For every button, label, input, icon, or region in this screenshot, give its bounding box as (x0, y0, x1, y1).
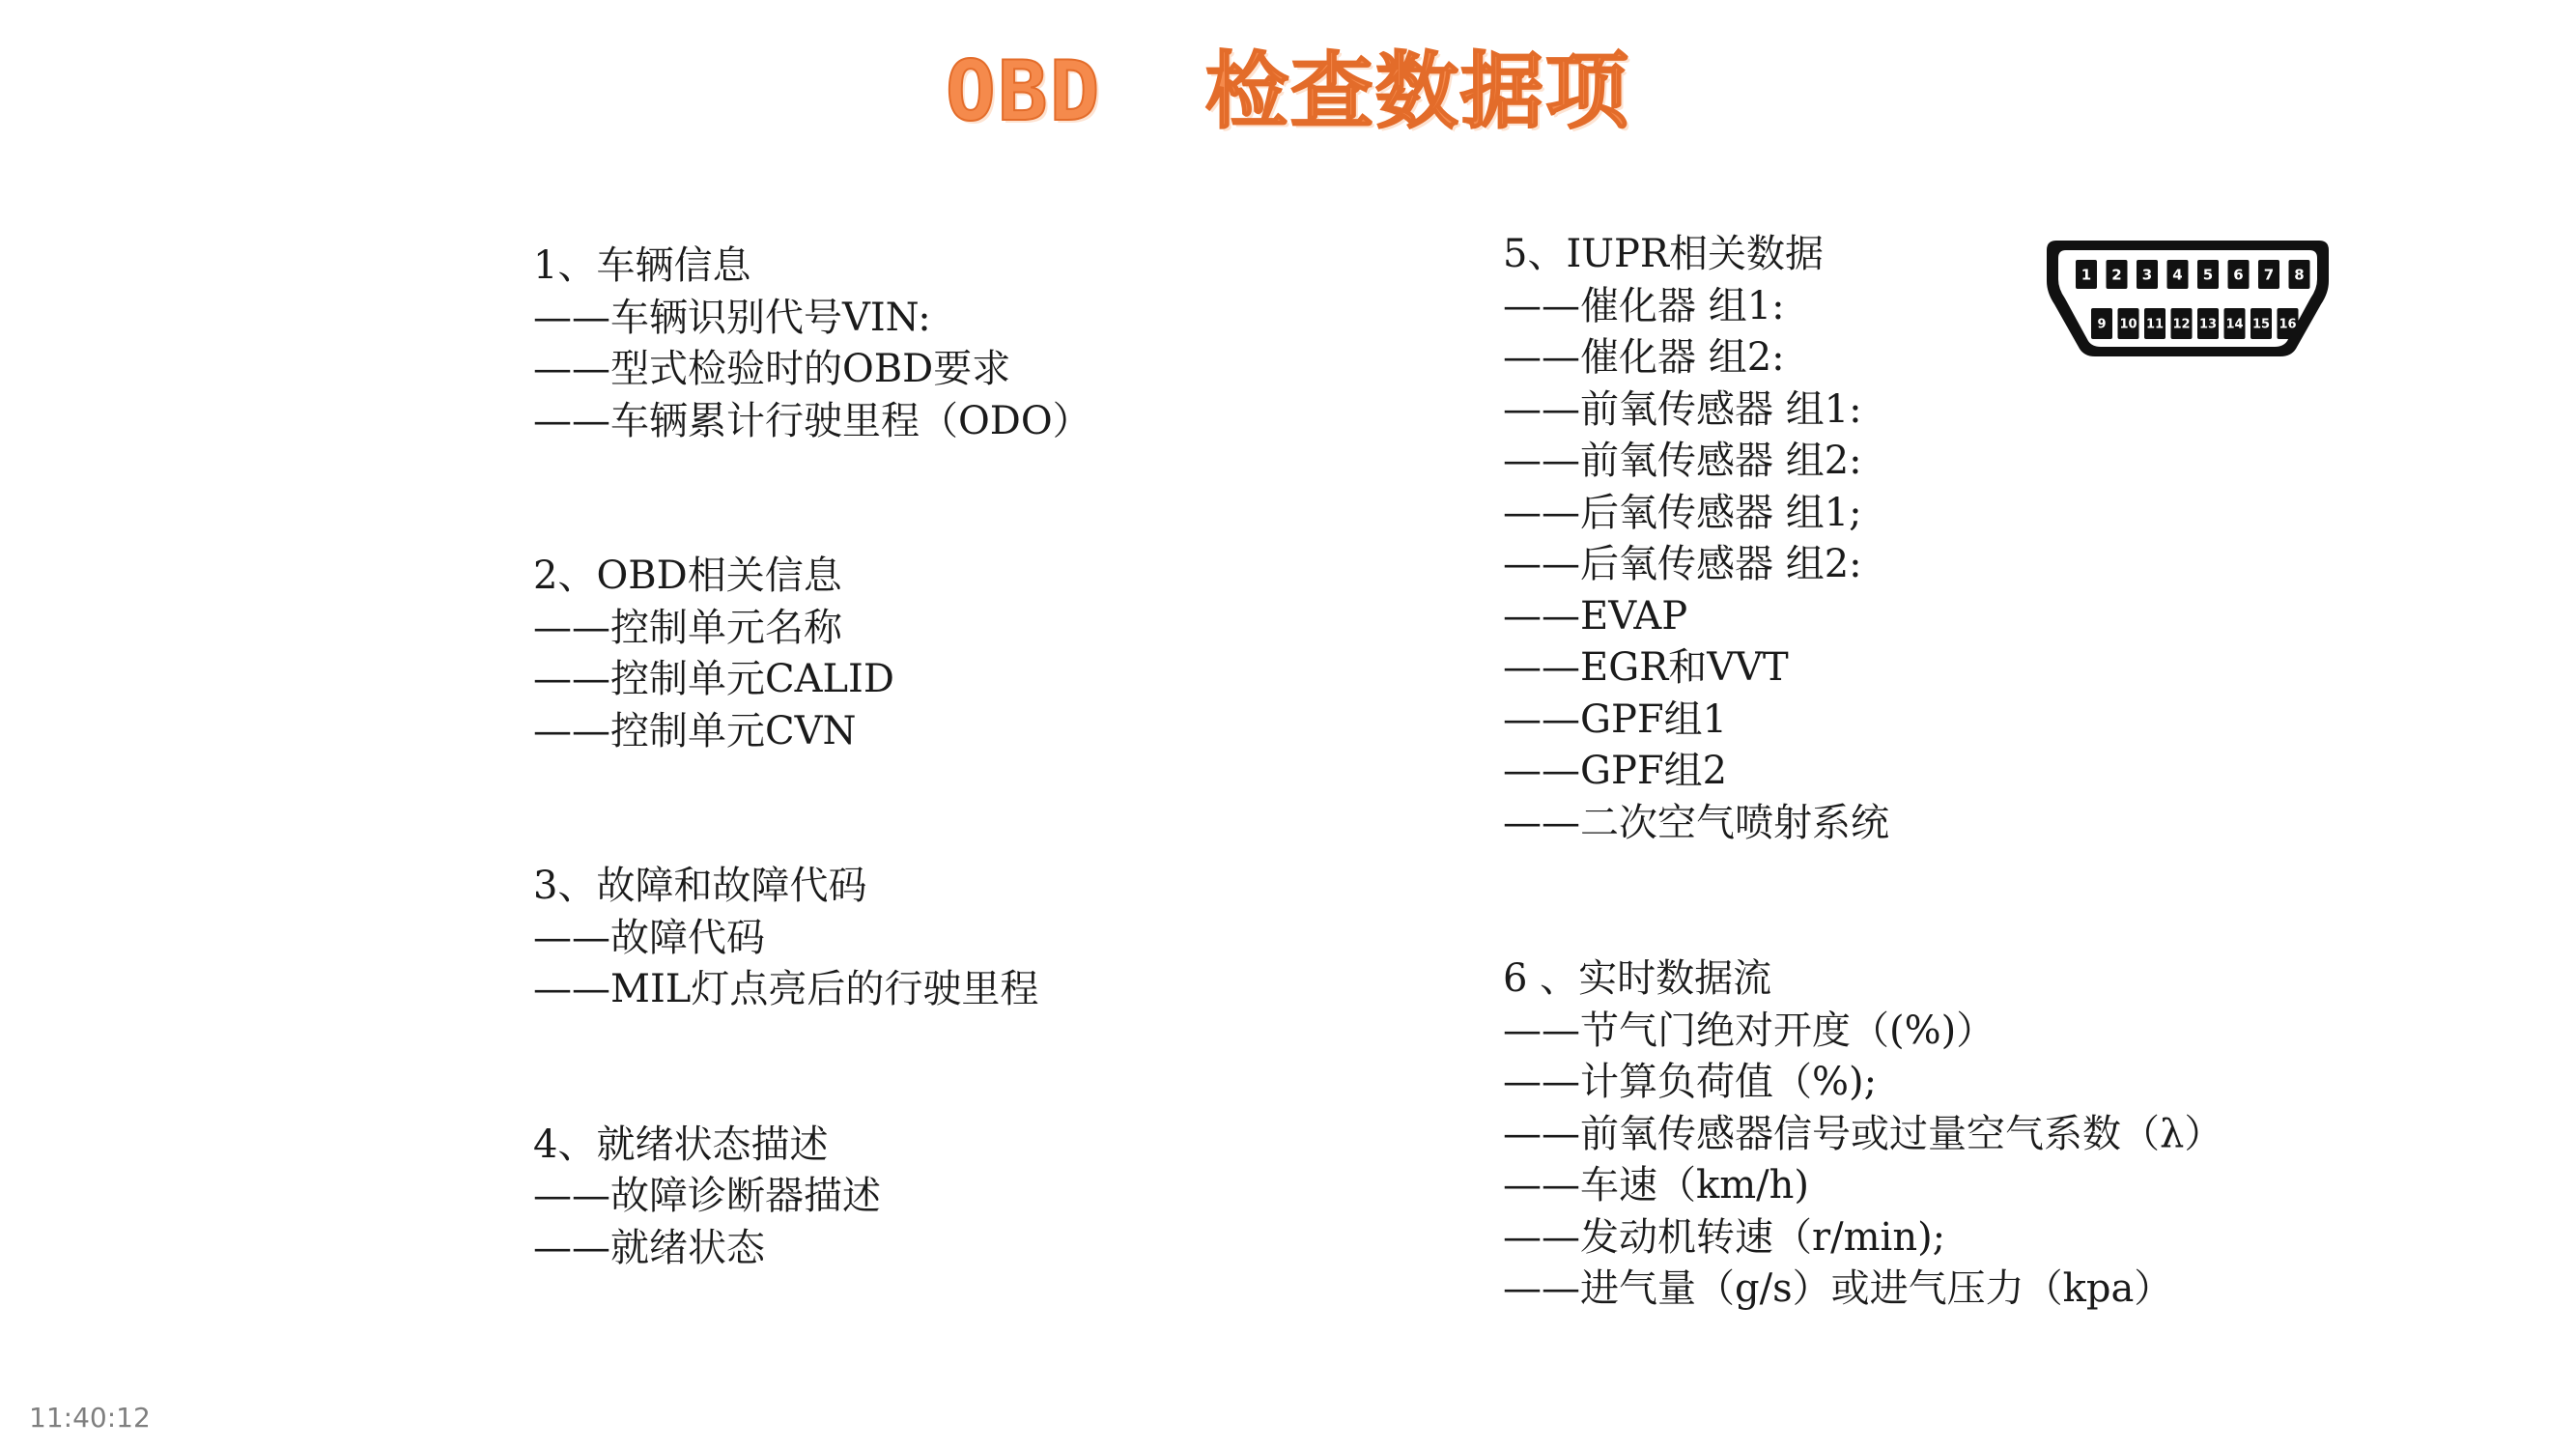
list-item: ——控制单元名称 (533, 605, 842, 650)
pin-number-label: 12 (2172, 317, 2191, 332)
section-obd-info (533, 551, 1091, 757)
pin-number-label: 1 (2081, 266, 2092, 284)
list-item: ——前氧传感器信号或过量空气系数（λ） (1503, 1111, 2223, 1156)
list-item: ——GPF组2 (1503, 749, 1728, 793)
pin-number-label: 15 (2251, 317, 2271, 332)
pin-number-label: 7 (2263, 266, 2275, 284)
list-item: ——车速（km/h) (1503, 1163, 1810, 1208)
pin-number-label: 3 (2141, 266, 2153, 284)
section-readiness (533, 1120, 1091, 1275)
pin-number-label: 13 (2198, 317, 2218, 332)
section-live-data (1503, 953, 2222, 1316)
list-item: ——车辆识别代号VIN: (533, 295, 931, 340)
page-title: OBD 检查数据项 (946, 43, 1630, 140)
section-vehicle-info (533, 241, 1091, 447)
list-item: ——EGR和VVT (1503, 645, 1789, 690)
pin-number-label: 16 (2279, 317, 2297, 332)
list-item: ——前氧传感器 组1: (1503, 386, 1862, 432)
list-item: ——MIL灯点亮后的行驶里程 (533, 967, 1039, 1011)
list-item: ——就绪状态 (533, 1225, 765, 1270)
list-item: ——车辆累计行驶里程（ODO） (533, 398, 1091, 443)
list-item: ——计算负荷值（%); (1503, 1060, 1878, 1104)
pin-number-label: 11 (2145, 317, 2165, 332)
list-item: ——GPF组1 (1503, 696, 1728, 742)
right-column (1503, 229, 2222, 1316)
timestamp: 11:40:12 (29, 1402, 151, 1434)
list-item: ——控制单元CALID (533, 657, 894, 701)
pin-number-label: 8 (2294, 266, 2305, 284)
obd-connector-icon (2043, 235, 2333, 360)
pin-number-label: 5 (2202, 266, 2214, 284)
section-heading: 2、OBD相关信息 (533, 554, 842, 598)
list-item: ——故障诊断器描述 (533, 1174, 881, 1218)
list-item: ——前氧传感器 组2: (1503, 439, 1862, 483)
list-item: ——催化器 组2: (1503, 335, 1785, 380)
pin-number-label: 6 (2233, 266, 2244, 284)
list-item: ——型式检验时的OBD要求 (533, 347, 1011, 391)
list-item: ——节气门绝对开度（(%)） (1503, 1008, 1996, 1053)
list-item: ——二次空气喷射系统 (1503, 800, 1889, 845)
section-heading: 5、IUPR相关数据 (1503, 232, 1824, 276)
list-item: ——EVAP (1503, 593, 1688, 639)
list-item: ——后氧传感器 组1; (1503, 490, 1862, 535)
section-heading: 6 、实时数据流 (1503, 956, 1772, 1001)
list-item: ——发动机转速（r/min); (1503, 1214, 1946, 1260)
section-fault-codes (533, 861, 1091, 1016)
list-item: ——控制单元CVN (533, 708, 857, 753)
section-heading: 3、故障和故障代码 (533, 864, 867, 908)
pin-number-label: 2 (2111, 266, 2122, 284)
section-heading: 4、就绪状态描述 (533, 1122, 829, 1167)
pin-number-label: 4 (2172, 266, 2183, 284)
section-heading: 1、车辆信息 (533, 243, 751, 288)
pin-number-label: 14 (2225, 317, 2244, 332)
left-column (533, 241, 1091, 1274)
list-item: ——催化器 组1: (1503, 283, 1785, 328)
pin-number-label: 10 (2119, 317, 2137, 332)
list-item: ——故障代码 (533, 915, 765, 960)
list-item: ——进气量（g/s）或进气压力（kpa） (1503, 1266, 2173, 1311)
pin-number-label: 9 (2097, 317, 2107, 332)
list-item: ——后氧传感器 组2: (1503, 542, 1862, 586)
